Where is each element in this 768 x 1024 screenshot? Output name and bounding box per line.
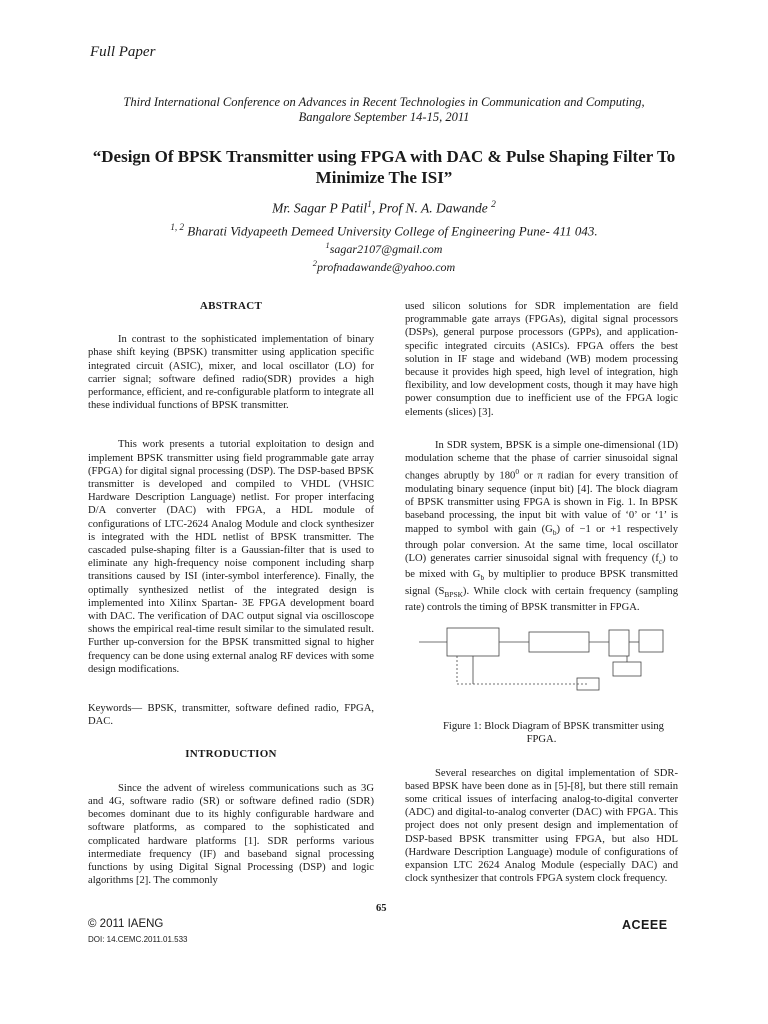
affiliation	[60, 222, 708, 239]
abstract-heading: ABSTRACT	[199, 300, 263, 312]
email-1-text: sagar2107@gmail.com	[329, 242, 443, 256]
right-paragraph-2	[405, 439, 678, 614]
gain-sub: b	[552, 527, 557, 537]
author-list	[60, 200, 708, 217]
keywords: Keywords— BPSK, transmitter, software defined radio, FPGA, DAC.	[88, 703, 374, 728]
conference-info	[60, 95, 708, 125]
p2-text-d: ) to be mixed with G	[405, 553, 679, 581]
author-2-email	[60, 259, 708, 275]
block-diagram-figure	[417, 620, 667, 700]
author-2-mark: 2	[491, 200, 496, 210]
page-number: 65	[376, 903, 387, 914]
paper-type-label: Full Paper	[90, 44, 156, 60]
introduction-heading: INTRODUCTION	[185, 748, 277, 761]
paper-title-line1: “Design Of BPSK Transmitter using FPGA with DAC & Pulse Shaping Filter To	[92, 147, 676, 166]
freq-sub: c	[658, 557, 663, 567]
p2-text-e: by multiplier to produce BPSK transmitted signal (S	[405, 569, 678, 597]
copyright: © 2011 IAENG	[88, 918, 164, 930]
paper-title	[60, 146, 708, 188]
abstract-paragraph-2: This work presents a tutorial exploitation to design and implement BPSK transmitter using field programmable gate array (FPGA) for digital signal processing (DSP). The DSP-based BPSK transmitter is developed and compiled to VHDL (VHSIC Hardware Description Language) netlist. For proper interfacing D/A converter (DAC) with FPGA, a HDL module of configurations of LTC-2624 Analog Module and clock synthesizer is integrated with the HDL netlist of BPSK transmitter. The cascaded pulse-shaping filter is a Gaussian-filter that is used to eliminate any high-frequency noise component including sharp transitions caused by ISI (inter-symbol interference). Finally, the optimally synthesized netlist of the integrated design is implemented into Xilinx Spartan- 3E FPGA development board with DAC. The verification of DAC output signal via oscilloscope shows the empirical real-time result similar to the simulated result. Further up-conversion for the BPSK transmitted signal to higher frequency can be done using external analog RF devices with some design modifications.	[88, 439, 374, 675]
email-1-mark: 1	[325, 241, 330, 250]
introduction-paragraph-1: Since the advent of wireless communications such as 3G and 4G, software radio (SR) or software defined radio (SDR) becomes dominant due to its highly configurable hardware and software platforms, as compared to the sophisticated and complicated hardware platforms [1]. SDR performs various intermediate frequency (IF) and baseband signal processing functions by using Digital Signal Processing (DSP) and logic algorithms [2]. The commonly	[88, 782, 374, 887]
degree-sup: 0	[515, 467, 520, 477]
p2-text-c: ) of −1 or +1 respectively through polar conversion. At the same time, local oscillator (LO) generates carrier sinusoidal signal with frequency (f	[405, 523, 678, 565]
author-separator: , Prof N. A. Dawande	[371, 200, 488, 216]
author-1-mark: 1	[367, 200, 372, 210]
author-1: Mr. Sagar P Patil	[272, 200, 368, 216]
abstract-paragraph-1: In contrast to the sophisticated implementation of binary phase shift keying (BPSK) transmitter using application specific integrated circuit (ASIC), mixer, and local oscillator (LO) for carrier signal; software defined radio(SDR) provides a high performance, efficient, and re-configurable platform to integrate all these individual functions of BPSK transmitter.	[88, 334, 374, 412]
signal-sub: BPSK	[444, 589, 463, 599]
affiliation-marks: 1, 2	[170, 222, 185, 232]
p2-text-a: In SDR system, BPSK is a simple one-dimensional (1D) modulation scheme that the phase of carrier sinusoidal signal changes abruptly by 180	[405, 439, 678, 482]
p2-text-f: ). While clock with certain frequency (sampling rate) controls the timing of BPSK transmitter in FPGA.	[405, 585, 679, 614]
conference-name: Third International Conference on Advances in Recent Technologies in Communication and Computing,	[123, 95, 645, 109]
doi: DOI: 14.CEMC.2011.01.533	[88, 935, 188, 944]
publisher-name: ACEEE	[622, 918, 668, 932]
paper-title-line2: Minimize The ISI”	[315, 168, 453, 187]
email-2-text: profnadawande@yahoo.com	[316, 260, 456, 274]
right-paragraph-3: Several researches on digital implementation of SDR-based BPSK have been done as in [5]-[8], but there still remain some critical issues of interfacing analog-to-digital converter (ADC) and digital-to-analog converter (DAC) with FPGA. This project does not only present design and implementation of DSP-based BPSK transmitter using FPGA, but also HDL (Hardware Description Language) module of configurations of expansion LTC 2624 Analog Module (especially DAC) and clock synthesizer that controls FPGA system clock frequency.	[405, 767, 678, 885]
block-diagram-graphic	[417, 620, 667, 700]
p2-text-b: or π radian for every transition of modulating binary sequence (input bit) [4]. The block diagram of BPSK transmitter using FPGA is shown in Fig. 1. In BPSK baseband processing, the input bit with value of ‘0’ or ‘1’ is mapped to symbol with gain (G	[405, 470, 678, 535]
affiliation-text: Bharati Vidyapeeth Demeed University College of Engineering Pune- 411 043.	[187, 223, 598, 239]
right-column	[405, 300, 678, 885]
conference-location-date: Bangalore September 14-15, 2011	[298, 110, 470, 124]
author-1-email	[60, 241, 708, 257]
gain-sub-2: b	[480, 573, 485, 583]
email-2-mark: 2	[312, 259, 317, 268]
right-paragraph-1: used silicon solutions for SDR implementation are field programmable gate arrays (FPGAs), digital signal processors (DSPs), general purpose processors (GPPs), and application-specific integrated circuits (ASICs). FPGA offers the best solution in IF stage and wideband (WB) modem processing because it provides high speed, high level of integration, high flexibility, and low development costs, though it may have high power consumption due to inefficient use of the FPGA logic elements (slices) [3].	[405, 301, 678, 418]
figure-1-caption: Figure 1: Block Diagram of BPSK transmitter using FPGA.	[443, 721, 664, 746]
left-column	[88, 300, 374, 887]
